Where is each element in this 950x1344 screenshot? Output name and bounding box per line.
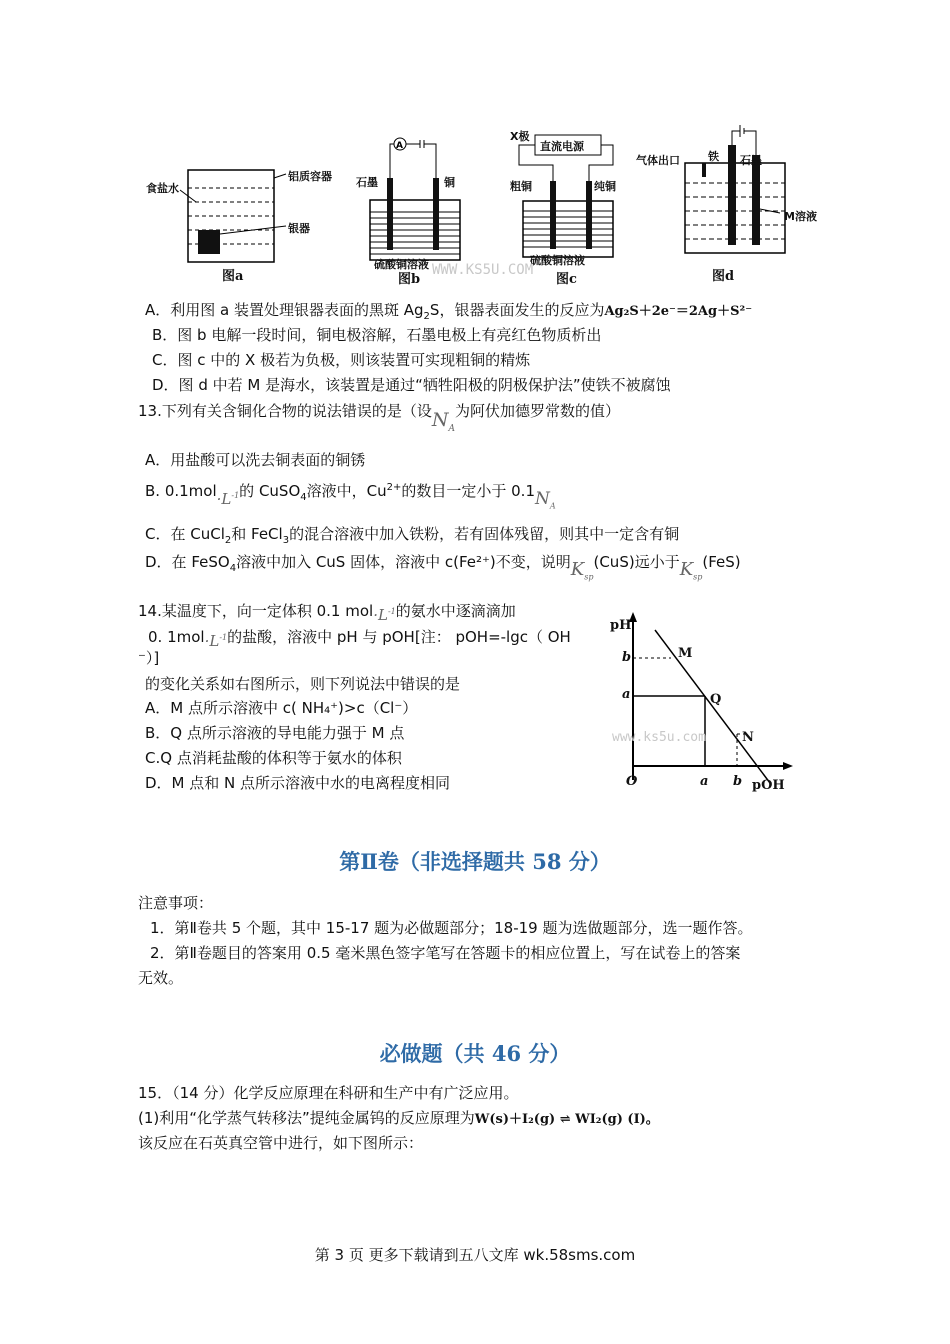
part2-notice-1: 1．第Ⅱ卷共 5 个题，其中 15-17 题为必做题部分；18-19 题为选做题部分，选一题作答。 [150, 919, 753, 937]
watermark: WWW.KS5U.COM [432, 262, 534, 278]
q15-stem: 15．（14 分）化学反应原理在科研和生产中有广泛应用。 [138, 1084, 519, 1102]
figure-d-label-gas-outlet: 气体出口 [636, 154, 680, 167]
q13-stem: 13.下列有关含铜化合物的说法错误的是（设$N_A$为阿伏加德罗常数的值） [138, 402, 620, 434]
figure-b-label-graphite: 石墨 [356, 176, 378, 189]
figure-b-label-solution: 硫酸铜溶液 [374, 258, 429, 271]
part2-notice-2-cont: 无效。 [138, 969, 184, 987]
q14-graph-tick-b-y: b [622, 650, 632, 665]
part2-heading: 第Ⅱ卷（非选择题共 58 分） [339, 849, 611, 874]
figure-d-caption: 图d [712, 269, 735, 284]
figure-c-label-x-pole: X极 [510, 130, 530, 143]
q12-option-c: C．图 c 中的 X 极若为负极，则该装置可实现粗铜的精炼 [152, 351, 531, 369]
figure-a-label-saltwater: 食盐水 [146, 182, 179, 195]
figure-a-label-silver: 银器 [288, 222, 310, 235]
q14-stem-line3: ⁻）] [138, 649, 160, 667]
q13-option-a: A．用盐酸可以洗去铜表面的铜锈 [145, 451, 366, 469]
q14-graph-point-n: N [742, 730, 754, 745]
figure-c-caption: 图c [556, 272, 577, 287]
q14-graph-point-q: Q [710, 692, 722, 707]
q14-option-a: A．M 点所示溶液中 c( NH₄⁺)>c（Cl⁻） [145, 699, 418, 717]
figure-c-label-pure-copper: 纯铜 [594, 180, 616, 193]
figure-b-caption: 图b [398, 272, 421, 287]
q14-graph-tick-b-x: b [733, 774, 743, 789]
q13-option-c: C．在 CuCl$_2$和 FeCl$_3$的混合溶液中加入铁粉，若有固体残留，则其中一定含有铜 [145, 525, 680, 546]
q12-option-b: B．图 b 电解一段时间，铜电极溶解，石墨电极上有亮红色物质析出 [152, 326, 602, 344]
q12-equation: Ag₂S＋2e⁻＝2Ag＋S²⁻ [604, 304, 753, 319]
q14-stem-line4: 的变化关系如右图所示，则下列说法中错误的是 [145, 675, 461, 693]
figure-d-label-graphite: 石墨 [740, 154, 762, 167]
figure-d [680, 125, 810, 275]
figure-d-label-m-solution: M溶液 [784, 210, 817, 223]
q14-graph-origin: O [626, 774, 638, 789]
q14-option-b: B．Q 点所示溶液的导电能力强于 M 点 [145, 724, 405, 742]
q13-option-b: B. $0.1mol\cdot L^{-1}$的 CuSO$_4$溶液中，$Cu^{2+}$的数目一定小于 $0.1N_A$ [145, 482, 556, 511]
q14-stem-line2: 0. $1mol\cdot L^{-1}$的盐酸，溶液中 pH 与 pOH[注： pOH=-lgc（ OH [148, 628, 571, 650]
q14-graph-point-m: M [678, 646, 693, 661]
figure-d-label-iron: 铁 [708, 150, 719, 163]
figure-a-label-container: 铝质容器 [288, 170, 332, 183]
figure-b-label-copper: 铜 [444, 176, 455, 189]
q14-graph-tick-a-y: a [622, 687, 631, 702]
q14-option-d: D．M 点和 N 点所示溶液中水的电离程度相同 [145, 774, 451, 792]
q14-graph-tick-a-x: a [700, 774, 709, 789]
q14-option-c: C.Q 点消耗盐酸的体积等于氨水的体积 [145, 749, 402, 767]
q14-graph-xlabel: pOH [752, 778, 785, 793]
q12-option-d: D．图 d 中若 M 是海水，该装置是通过“牺牲阳极的阴极保护法”使铁不被腐蚀 [152, 376, 671, 394]
figure-c-label-solution: 硫酸铜溶液 [530, 254, 585, 267]
page-footer: 第 3 页 更多下载请到五八文库 wk.58sms.com [314, 1246, 636, 1264]
required-heading: 必做题（共 46 分） [379, 1041, 571, 1066]
q14-graph-ylabel: pH [610, 618, 632, 633]
q13-option-d: D．在 FeSO$_4$溶液中加入 CuS 固体，溶液中 c(Fe²⁺)不变，说明$K_{sp}(CuS)$远小于$K_{sp}(FeS)$ [145, 553, 741, 582]
figure-c-label-crude-copper: 粗铜 [510, 180, 532, 193]
part2-notice-2: 2．第Ⅱ卷题目的答案用 0.5 毫米黑色签字笔写在答题卡的相应位置上，写在试卷上的答案 [150, 944, 741, 962]
q14-graph [605, 608, 805, 798]
q15-equation: W(s)＋I₂(g) ⇌ WI₂(g) (I)。 [474, 1112, 659, 1127]
q12-option-a: A．利用图 a 装置处理银器表面的黑斑 $Ag_2S$，银器表面发生的反应为Ag₂S＋2e⁻＝2Ag＋S²⁻ [145, 301, 753, 322]
figure-a-caption: 图a [222, 269, 244, 284]
figure-c-label-power: 直流电源 [540, 140, 584, 153]
q14-stem-line1: 14.某温度下，向一定体积 0.1 $mol\cdot L^{-1}$的氨水中逐滴滴加 [138, 602, 516, 624]
q15-part1: (1)利用“化学蒸气转移法”提纯金属钨的反应原理为W(s)＋I₂(g) ⇌ WI₂(g) (I)。 [138, 1109, 659, 1127]
figure-b-ammeter: A [396, 141, 403, 151]
q14-graph-watermark: www.ks5u.com [612, 730, 706, 745]
part2-notice-title: 注意事项： [138, 894, 214, 912]
q15-part1-cont: 该反应在石英真空管中进行，如下图所示： [138, 1134, 424, 1152]
